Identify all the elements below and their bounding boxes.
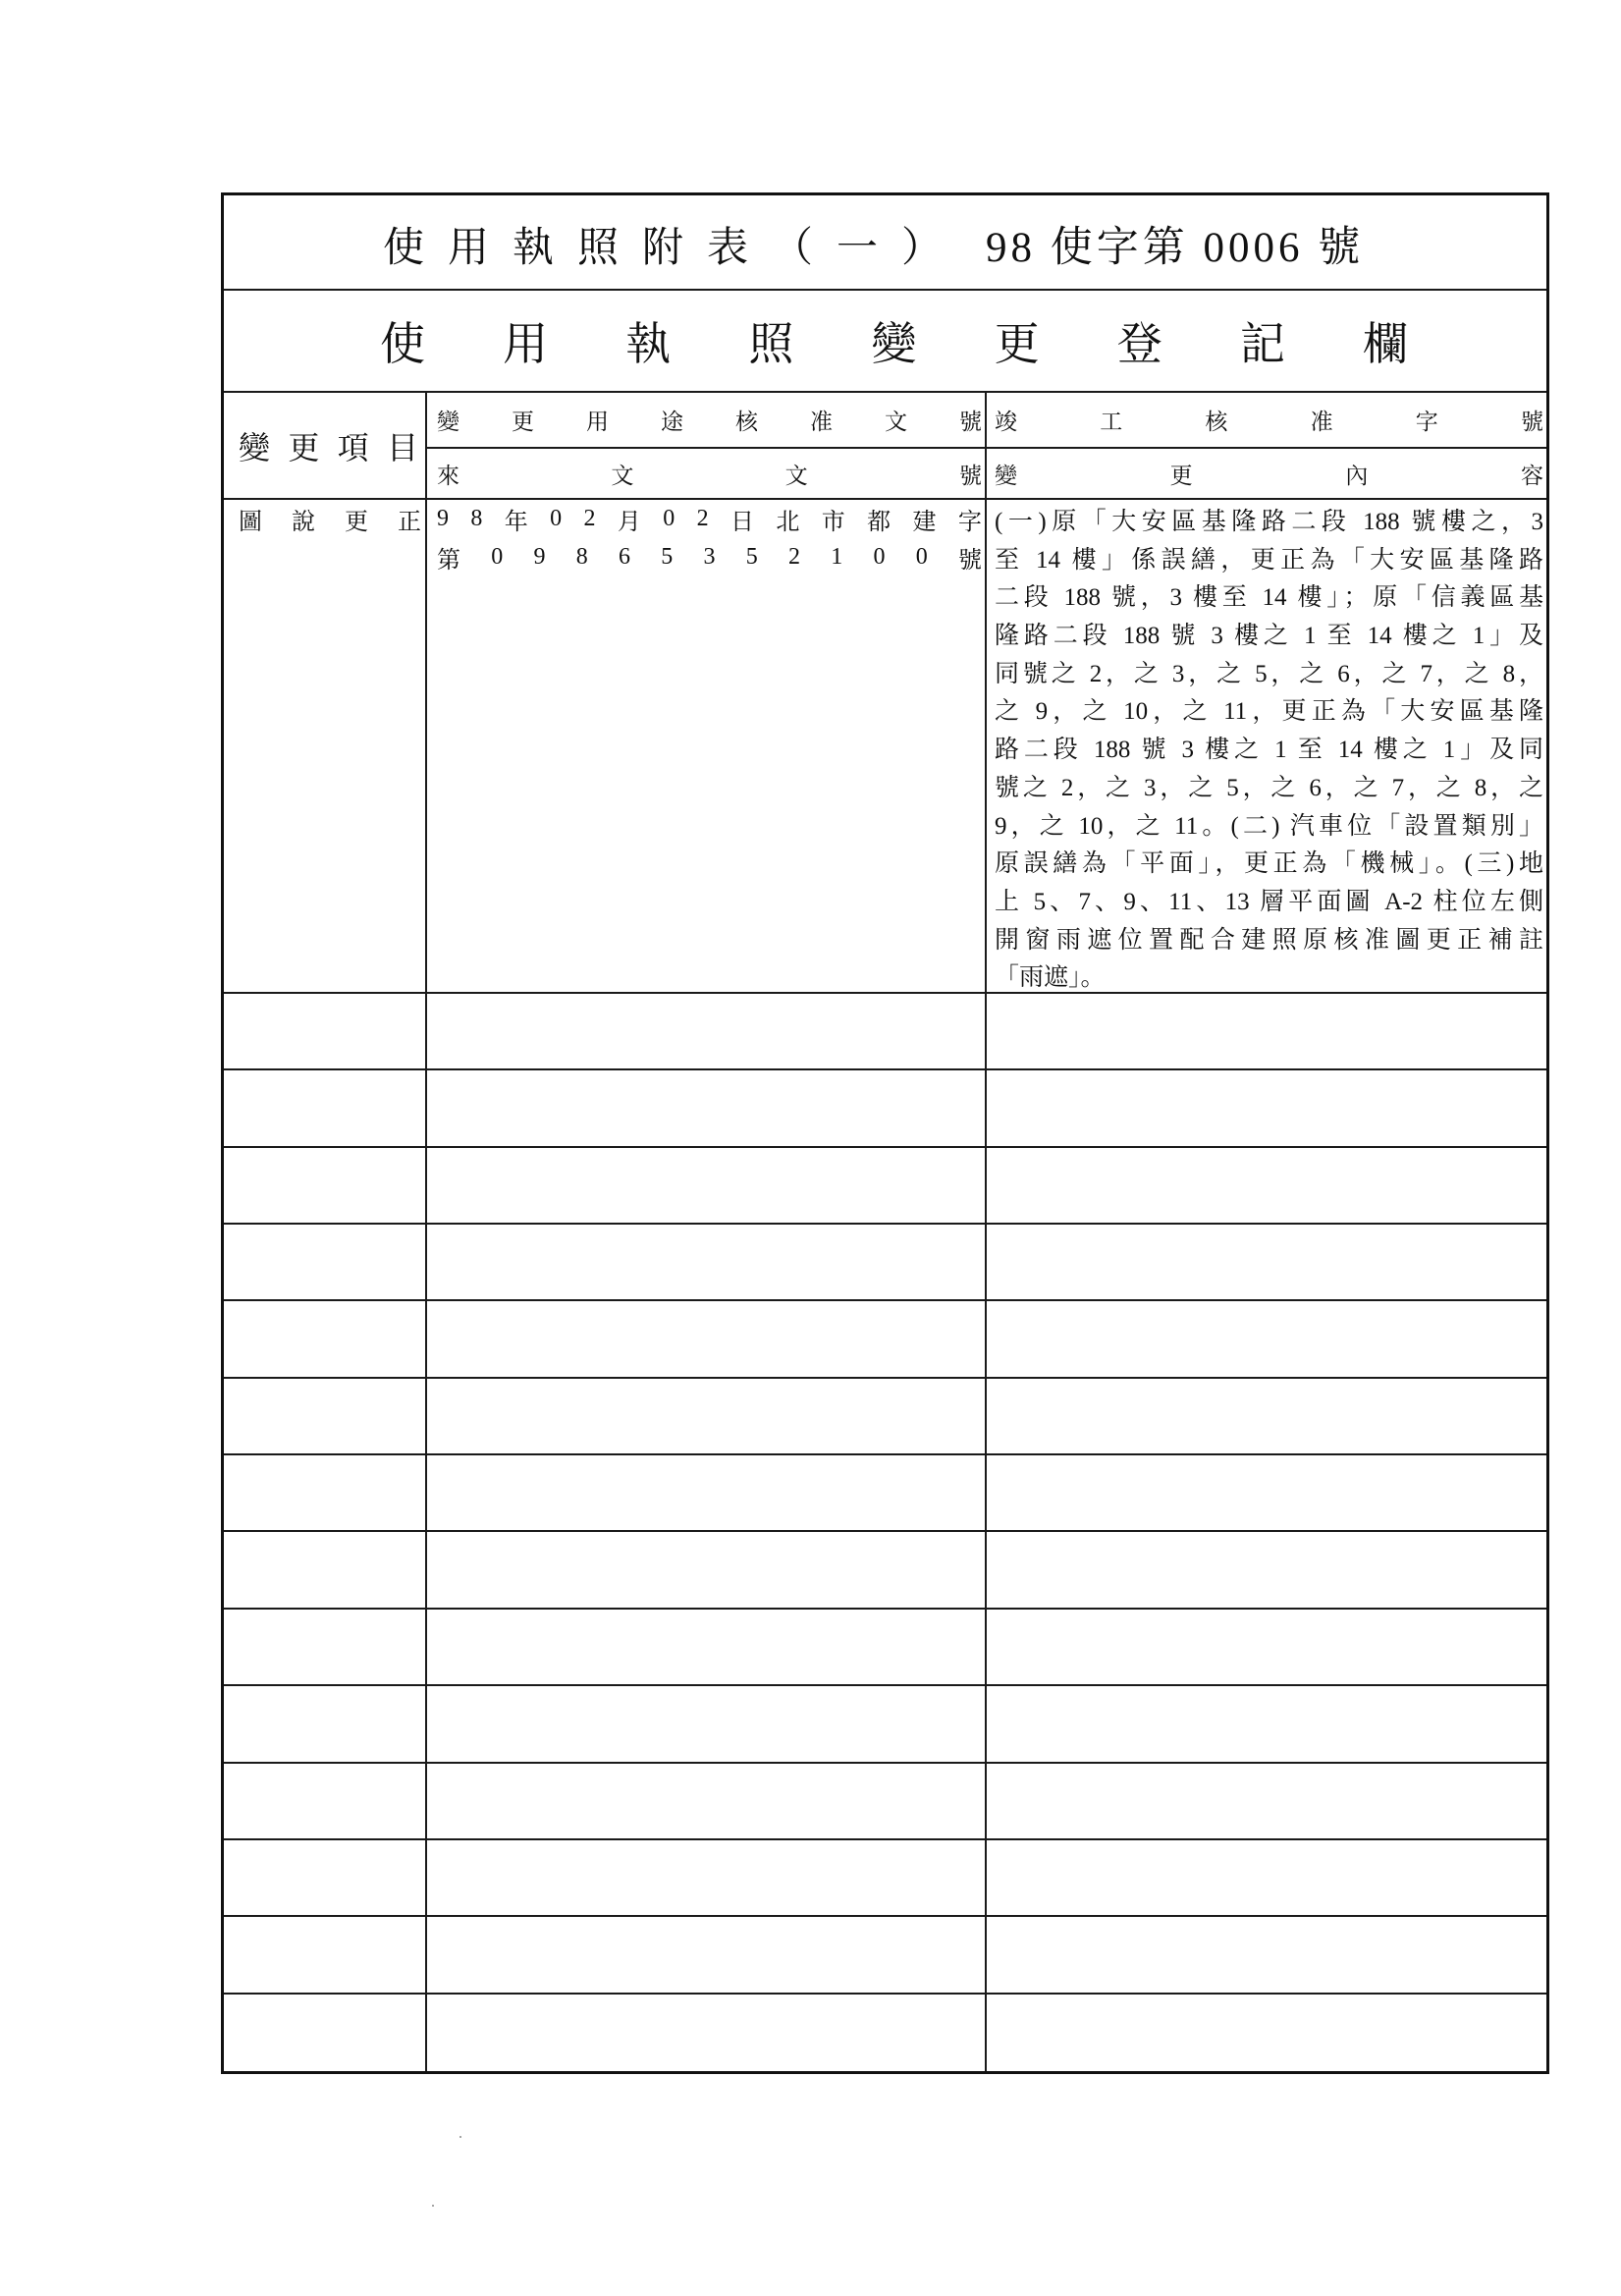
entry-content-line: 「雨遮」。 [995,964,1106,992]
glyph: 准 [1310,410,1333,434]
header-change-content-cell [987,449,1546,500]
entry-doc-no-line [437,538,982,576]
glyph: 更 [1169,463,1193,488]
glyph: 項 [337,429,369,465]
blank-cell-change-item [224,1764,427,1840]
glyph: 第 [437,548,460,574]
glyph: 2 [788,544,800,570]
glyph: 5 [745,544,758,570]
form-subtitle-row [224,291,1546,393]
glyph: 字 [1415,410,1438,434]
glyph: 用 [503,319,549,369]
glyph: 日 [730,510,754,535]
glyph: 核 [735,410,758,434]
entry-content-line: 號之 2，之 3，之 5，之 6，之 7，之 8，之 [995,774,1543,801]
blank-cell-change-item [224,1532,427,1609]
blank-cell-change-item [224,1610,427,1686]
blank-cell-change-item [224,1148,427,1225]
header-change-item-cell [224,393,427,500]
blank-cell-change-content [987,1840,1546,1917]
glyph: 號 [958,548,982,574]
blank-cell-change-content [987,1301,1546,1378]
scan-speck [459,2136,461,2138]
glyph: 北 [776,510,800,535]
glyph: 9 [437,506,449,531]
glyph: 年 [504,510,528,535]
glyph: 建 [912,510,937,535]
glyph: 准 [810,410,833,434]
glyph: 字 [957,510,982,535]
glyph: 記 [1239,319,1285,369]
blank-cell-change-content [987,1070,1546,1147]
glyph: 內 [1345,463,1369,488]
blank-cell-doc-no [427,1764,987,1840]
entry-content-line: 路二段 188 號 3 樓之 1 至 14 樓之 1」及同 [995,737,1543,764]
blank-cell-change-content [987,1610,1546,1686]
glyph: 0 [663,506,675,531]
blank-cell-doc-no [427,1379,987,1455]
form-title-number: 98 使字第 0006 號 [986,225,1365,271]
glyph: 0 [491,544,504,570]
header-change-item [239,423,418,468]
entry-change-item-cell [224,500,427,994]
blank-cell-change-content [987,1764,1546,1840]
blank-cell-doc-no [427,994,987,1070]
glyph: 照 [748,319,794,369]
glyph: 變 [239,429,271,465]
glyph: 變 [437,410,459,434]
blank-cell-doc-no [427,1070,987,1147]
glyph: 都 [867,510,892,535]
glyph: 9 [533,544,546,570]
header-change-use-approval-no-cell [427,393,987,449]
glyph: 文 [885,410,907,434]
blank-cell-change-item [224,1301,427,1378]
header-completion-approval-no-cell [987,393,1546,449]
header-change-content [995,458,1543,490]
glyph: 更 [512,410,534,434]
blank-cell-doc-no [427,1301,987,1378]
entry-doc-no-line [437,500,982,538]
entry-content-line: 原誤繕為「平面」，更正為「機械」。(三)地 [995,850,1543,878]
scan-speck [432,2205,434,2207]
blank-cell-change-content [987,1148,1546,1225]
blank-cell-change-content [987,1917,1546,1994]
blank-cell-change-content [987,994,1546,1070]
blank-cell-change-content [987,1686,1546,1763]
entry-content-line: 開窗雨遮位置配合建照原核准圖更正補註 [995,926,1543,954]
form-title-row [224,195,1546,291]
glyph: 來 [437,463,459,488]
glyph: 號 [1520,410,1543,434]
glyph: 0 [915,544,928,570]
glyph: 文 [611,463,634,488]
blank-cell-change-item [224,1840,427,1917]
glyph: 竣 [995,410,1017,434]
header-incoming-doc-no-cell [427,449,987,500]
glyph: 號 [958,463,982,488]
entry-content-line: 同號之 2，之 3，之 5，之 6，之 7，之 8， [995,660,1543,687]
glyph: 變 [995,463,1017,488]
glyph: 欄 [1363,319,1408,369]
permit-change-register-form [221,192,1549,2074]
glyph: 文 [784,463,808,488]
glyph: 8 [575,544,588,570]
glyph: 工 [1100,410,1123,434]
blank-cell-change-item [224,1917,427,1994]
blank-cell-doc-no [427,1148,987,1225]
glyph: 登 [1116,319,1162,369]
glyph: 6 [619,544,630,570]
blank-cell-change-item [224,1455,427,1532]
entry-content-line: 隆路二段 188 號 3 樓之 1 至 14 樓之 1」及 [995,623,1543,650]
glyph: 目 [386,429,418,465]
glyph: 途 [661,410,683,434]
blank-cell-doc-no [427,1610,987,1686]
form-title-label: 使用執照附表（一） [383,225,967,271]
blank-cell-change-content [987,1995,1546,2071]
glyph: 核 [1205,410,1228,434]
blank-cell-doc-no [427,1686,987,1763]
glyph: 執 [625,319,672,369]
blank-cell-change-item [224,1070,427,1147]
blank-cell-doc-no [427,1225,987,1301]
glyph: 變 [871,319,917,369]
entry-doc-no-cell [427,500,987,994]
glyph: 更 [288,429,320,465]
entry-content-line: 至 14 樓」係誤繕，更正為「大安區基隆路 [995,546,1543,574]
blank-cell-change-item [224,1995,427,2071]
blank-cell-change-content [987,1225,1546,1301]
entry-content-line: 二段 188 號，3 樓至 14 樓」；原「信義區基 [995,584,1543,612]
blank-cell-change-item [224,1379,427,1455]
glyph: 5 [661,544,674,570]
entry-content-line: (一)原「大安區基隆路二段 188 號樓之，3 [995,509,1543,535]
glyph: 說 [292,509,315,535]
entry-content-line: 之 9，之 10，之 11，更正為「大安區基隆 [995,698,1543,726]
glyph: 1 [831,544,843,570]
blank-cell-doc-no [427,1995,987,2071]
header-incoming-doc-no [437,458,982,490]
glyph: 2 [696,506,709,531]
glyph: 0 [873,544,886,570]
glyph: 市 [821,510,845,535]
glyph: 用 [586,410,609,434]
blank-cell-doc-no [427,1917,987,1994]
blank-cell-change-content [987,1379,1546,1455]
glyph: 月 [617,510,641,535]
glyph: 3 [703,544,716,570]
glyph: 0 [550,506,563,531]
blank-cell-change-content [987,1532,1546,1609]
blank-cell-change-content [987,1455,1546,1532]
glyph: 2 [583,506,596,531]
header-completion-approval-no [995,404,1543,436]
blank-cell-change-item [224,1225,427,1301]
entry-content-line: 9，之 10，之 11。(二) 汽車位「設置類別」 [995,812,1543,840]
glyph: 使 [380,319,425,369]
blank-cell-doc-no [427,1840,987,1917]
glyph: 號 [959,410,982,434]
glyph: 8 [470,506,483,531]
glyph: 更 [994,319,1040,369]
blank-cell-change-item [224,1686,427,1763]
glyph: 圖 [239,509,262,535]
header-change-use-approval-no [437,404,982,436]
form-subtitle [380,308,1408,373]
blank-cell-doc-no [427,1532,987,1609]
entry-change-item [239,500,421,537]
glyph: 容 [1520,463,1543,488]
glyph: 正 [398,509,421,535]
entry-content-line: 上 5、7、9、11、13 層平面圖 A-2 柱位左側 [995,888,1543,915]
glyph: 更 [345,509,368,535]
entry-change-content-cell [987,500,1546,994]
blank-cell-doc-no [427,1455,987,1532]
blank-cell-change-item [224,994,427,1070]
